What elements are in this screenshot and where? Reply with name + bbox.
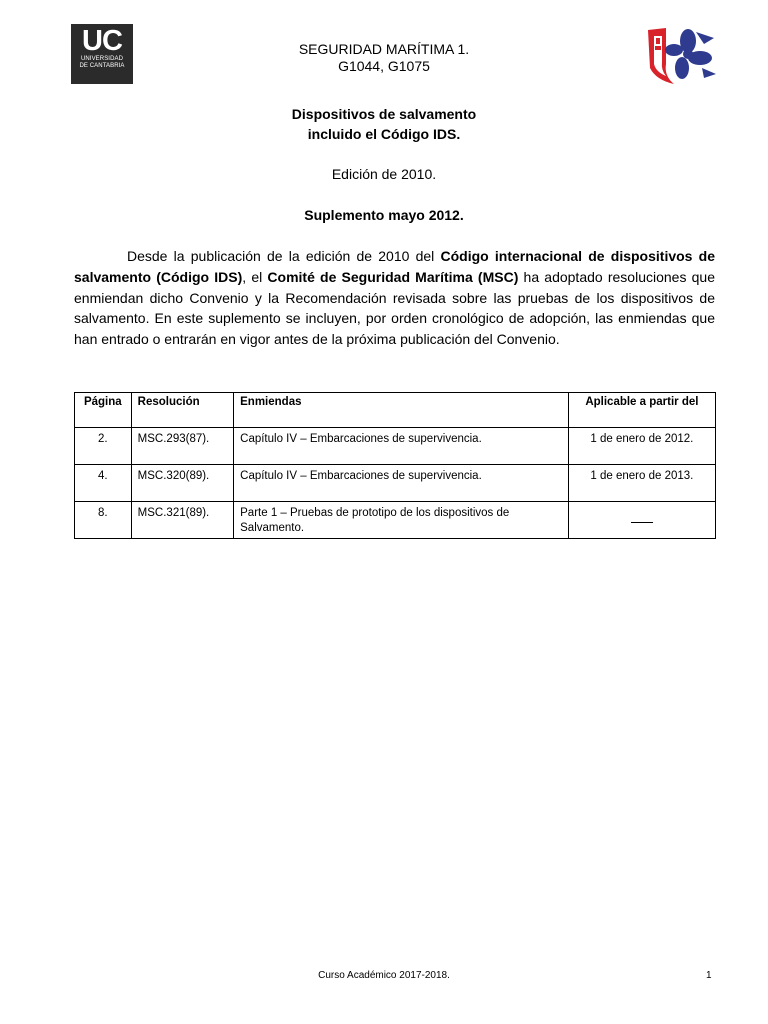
table-row — [75, 465, 716, 502]
course-header-title: SEGURIDAD MARÍTIMA 1. — [298, 41, 470, 57]
cell-resolucion: MSC.293(87). — [131, 428, 233, 465]
cell-aplicable: 1 de enero de 2012. — [568, 428, 715, 465]
intro-paragraph — [74, 246, 715, 350]
cell-pagina: 8. — [75, 502, 132, 539]
cell-pagina: 2. — [75, 428, 132, 465]
university-logo-line1: UNIVERSIDAD — [80, 56, 124, 62]
empty-value-dash — [631, 522, 653, 523]
university-logo-mark: UC — [82, 25, 122, 57]
course-header — [0, 41, 768, 75]
intro-bold-code-name: Código internacional de dispositivos de salvamento (Código IDS) — [74, 248, 715, 285]
university-logo-line2: DE CANTABRIA — [79, 63, 125, 69]
document-title — [0, 104, 768, 144]
cell-enmiendas: Capítulo IV – Embarcaciones de supervivencia. — [234, 428, 569, 465]
cell-enmiendas: Capítulo IV – Embarcaciones de supervivencia. — [234, 465, 569, 502]
cell-aplicable-empty — [568, 502, 715, 539]
footer-course: Curso Académico 2017-2018. — [318, 970, 450, 981]
header-enmiendas: Enmiendas — [234, 393, 569, 428]
course-header-codes: G1044, G1075 — [338, 58, 430, 74]
amendments-table — [74, 392, 716, 539]
cell-resolucion: MSC.321(89). — [131, 502, 233, 539]
document-title-line1: Dispositivos de salvamento — [291, 106, 477, 122]
header-aplicable: Aplicable a partir del — [568, 393, 715, 428]
header-pagina: Página — [75, 393, 132, 428]
cell-pagina: 4. — [75, 465, 132, 502]
cell-enmiendas: Parte 1 – Pruebas de prototipo de los dispositivos de Salvamento. — [234, 502, 569, 539]
table-row — [75, 502, 716, 539]
edition-line: Edición de 2010. — [331, 166, 437, 182]
intro-text-2: , el — [242, 268, 268, 285]
cell-aplicable: 1 de enero de 2013. — [568, 465, 715, 502]
table-header-row — [75, 393, 716, 428]
cell-resolucion: MSC.320(89). — [131, 465, 233, 502]
supplement-heading: Suplemento mayo 2012. — [304, 207, 464, 223]
header-resolucion: Resolución — [131, 393, 233, 428]
intro-bold-committee: Comité de Seguridad Marítima (MSC) — [267, 268, 519, 285]
table-row — [75, 428, 716, 465]
document-title-line2: incluido el Código IDS. — [307, 126, 461, 142]
intro-text-3: ha adoptado resoluciones que enmiendan dicho Convenio y la Recomendación revisada sobre las pruebas de los dispositivos de salvamento. En este suplemento se incluyen, por orden cronológico de adopción, las enmiendas que han entrado o entrarán en vigor antes de la próxima publicación del Convenio. — [74, 268, 715, 348]
intro-text-1: Desde la publicación de la edición de 2010 del — [127, 248, 441, 264]
page-number: 1 — [706, 970, 712, 981]
